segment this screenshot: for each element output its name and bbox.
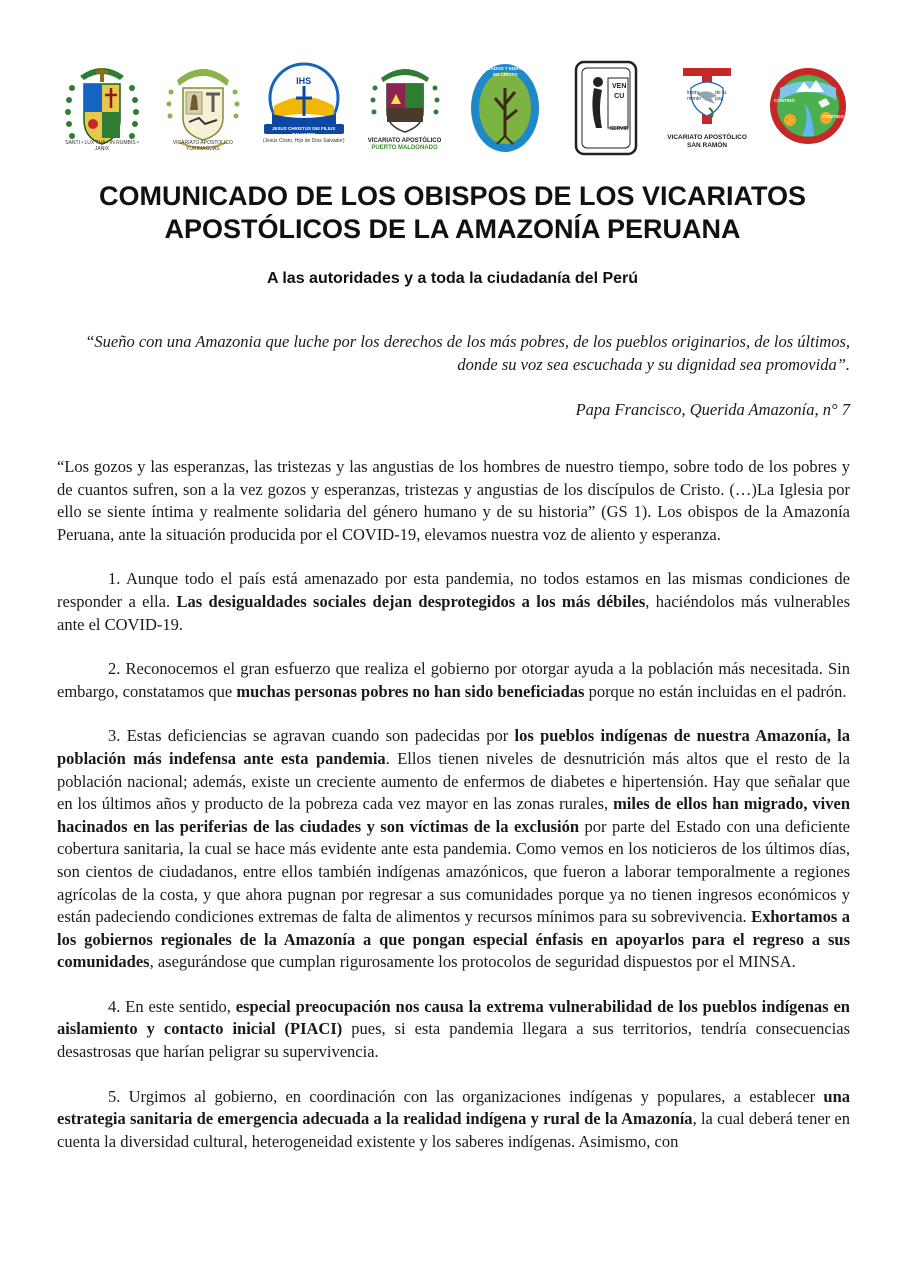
logo-motto: VICARIATO APOSTOLICO YURIMAGUAS <box>172 139 233 152</box>
bold-run: miles de ellos han migrado, viven hacinados en las periferias de las ciudades y son víctimas de la exclusión <box>57 794 850 836</box>
logo-caption: JESUS CHRISTUS DEI FILIUS SALVATOR <box>272 125 336 137</box>
logo-caption: VICARIATO APOSTÓLICO <box>667 133 747 141</box>
ihs-badge: IHS <box>296 75 312 86</box>
page-subtitle: A las autoridades y a toda la ciudadanía del Perú <box>266 270 639 287</box>
bold-run: Exhortamos a los gobiernos regionales de la Amazonía a que pongan especial énfasis en apoyarlos para el regreso a sus comunidades <box>57 907 850 972</box>
contigo-text-left: CONTIGO <box>773 97 795 103</box>
text-run: , asegurándose que cumplan rigurosamente los protocolos de seguridad dispuestos por el MINSA. <box>149 952 796 972</box>
bold-run: Las desigualdades sociales dejan desprotegidos a los más débiles <box>176 591 646 611</box>
bold-run: una estrategia sanitaria de emergencia adecuada a la realidad indígena y rural de la Amazonía <box>57 1086 850 1129</box>
text-run: , la cual deberá tener en cuenta la diversidad cultural, heterogeneidad existente y los saberes indígenas. Asimismo, con <box>57 1109 850 1151</box>
jesus-christus-seal <box>262 58 346 158</box>
inner-text-4: paz <box>715 95 724 102</box>
text-run: pues, si esta pandemia llegara a sus territorios, tendría consecuencias desastrosas que harían peligrar su supervivencia. <box>57 1019 850 1062</box>
bold-run: especial preocupación nos causa la extrema vulnerabilidad de los pueblos indígenas en aislamiento y contacto inicial (PIACI) <box>57 996 850 1039</box>
text-run: 5. Urgimos al gobierno, en coordinación con las organizaciones indígenas y populares, a establecer <box>108 1086 824 1106</box>
logo-caption: VICARIATO APOSTÓLICO <box>367 137 442 144</box>
vicariato-seal-2 <box>161 58 245 158</box>
bold-run: muchas personas pobres no han sido beneficiadas <box>236 681 585 701</box>
logo-motto: SANTI • LUX TUA • IN RUMBIS • JANIX <box>65 139 139 152</box>
text-run: 3. Estas deficiencias se agravan cuando son padecidas por <box>108 726 515 746</box>
ven-sirve-seal <box>564 58 648 158</box>
inner-text-3: mento <box>687 95 701 102</box>
contigo-seal <box>766 58 850 158</box>
text-run: 1. Aunque todo el país está amenazado por esta pandemia, no todos estamos en las mismas condiciones de responder a ella. <box>57 569 850 611</box>
bold-run: los pueblos indígenas de nuestra Amazonía, la población más indefensa ante esta pandemia <box>57 726 850 768</box>
servir-text: SERVIR <box>609 125 629 132</box>
logo-sub: (Jesús Cristo, Hijo de Dios Salvador) <box>262 137 345 144</box>
epigraph-quote: “Sueño con una Amazonia que luche por los derechos de los más pobres, de los pueblos originarios, de los últimos, donde su voz sea escuchada y su dignidad sea promovida”. <box>85 332 850 374</box>
paragraph-4 <box>57 996 850 1064</box>
paragraph-3 <box>57 725 850 974</box>
cu-text: CU <box>614 92 625 100</box>
logo-caption: ENRAIZADOS Y EDIFICADOS EN CRISTO <box>473 65 537 77</box>
paragraph-intro: “Los gozos y las esperanzas, las tristezas y las angustias de los hombres de nuestro tiempo, sobre todo de los pobres y de cuantos sufren, son a la vez gozos y esperanzas, tristezas y angustias de los discípulos de Cristo. (…)La Iglesia por ello se siente íntima y realmente solidaria del género humano y de su historia” (GS 1). Los obispos de la Amazonía Peruana, ante la situación producida por el COVID-19, elevamos nuestra voz de aliento y esperanza. <box>57 457 850 544</box>
text-run: porque no están incluidas en el padrón. <box>584 681 847 701</box>
title-line-1: COMUNICADO DE LOS OBISPOS DE LOS VICARIATOS <box>98 181 807 211</box>
inner-text-1: instru- <box>687 89 701 96</box>
text-run: 2. Reconocemos el gran esfuerzo que realiza el gobierno por otorgar ayuda a la población más necesitada. Sin embargo, constatamos que <box>57 659 850 701</box>
paragraph-2 <box>57 658 850 703</box>
logo-sub: PUERTO MALDONADO <box>371 144 438 151</box>
san-ramon-seal <box>665 58 749 158</box>
page-title <box>60 180 845 246</box>
logo-strip <box>60 55 850 160</box>
text-run: 4. En este sentido, <box>108 996 236 1016</box>
logo-sub: SAN RAMÓN <box>687 141 728 149</box>
ven-text: VEN <box>612 82 627 90</box>
title-line-2: APOSTÓLICOS DE LA AMAZONÍA PERUANA <box>164 214 741 244</box>
paragraph-1 <box>57 568 850 636</box>
epigraph-source: Papa Francisco, Querida Amazonía, n° 7 <box>575 400 850 419</box>
contigo-text-right: CONTIGO <box>822 113 844 119</box>
text-run: por parte del Estado con una deficiente cobertura sanitaria, la cual se hace más evidente ante esta pandemia. Como vemos en los noticieros de los últimos días, son cientos de ciudadanos, entre ellos también indígenas amazónicos, que fueron a laborar temporalmente a regiones agrícolas de la costa, y que ahora pugnan por regresar a sus comunidades porque ya no tienen ingresos económicos y están padeciendo condiciones extremas de falta de alimentos y recursos mínimos para su sobrevivencia. <box>57 816 850 927</box>
text-run: , haciéndolos más vulnerables ante el COVID-19. <box>57 591 850 634</box>
inner-text-2: de tu <box>715 89 727 96</box>
document-body <box>57 456 850 1175</box>
puerto-maldonado-seal <box>363 58 447 158</box>
enraizados-seal <box>463 58 547 158</box>
paragraph-5 <box>57 1086 850 1154</box>
text-run: . Ellos tienen niveles de desnutrición más altos que el resto de la población nacional; además, existe un creciente aumento de enfermos de diabetes e hipertensión. Hay que señalar que en los últimos años y producto de la pobreza cada vez mayor en las zonas rurales, <box>57 748 851 814</box>
vicariato-seal-1 <box>60 58 144 158</box>
